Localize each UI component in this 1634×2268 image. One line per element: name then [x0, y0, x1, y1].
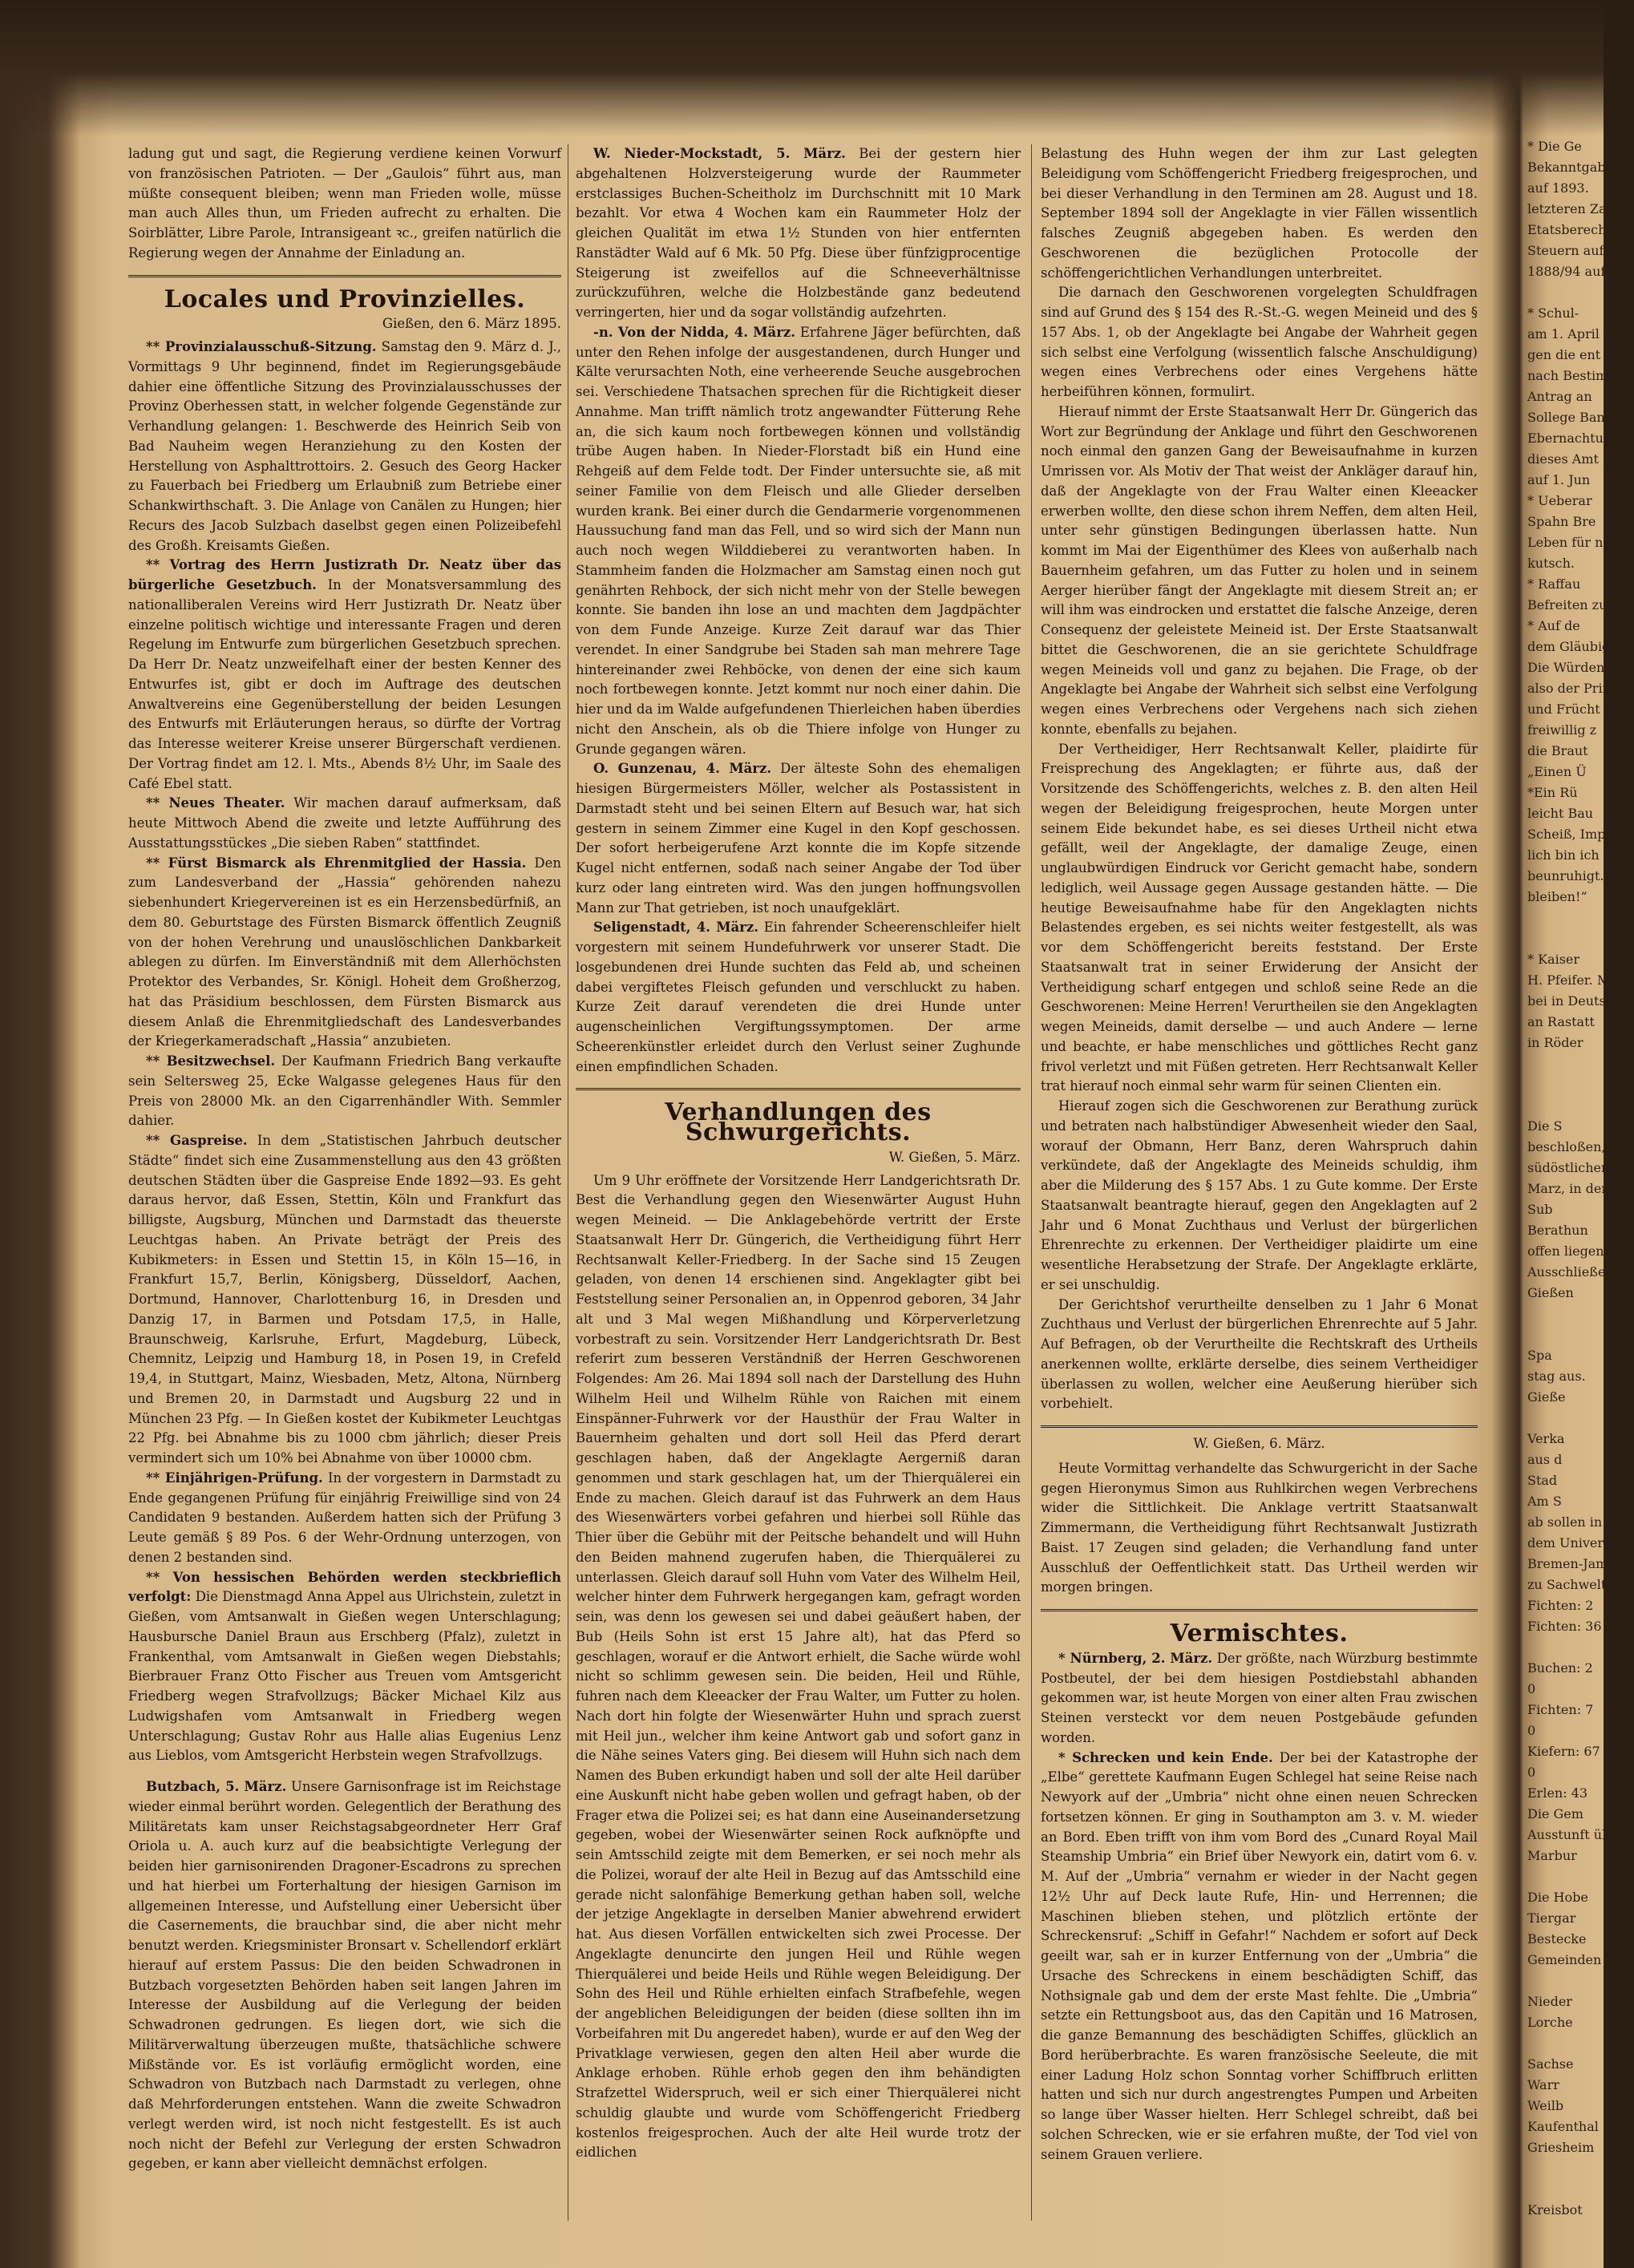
news-item — [128, 794, 561, 853]
next-page-line: Griesheim — [1527, 2140, 1595, 2155]
item-heading: ** Besitzwechsel. — [146, 1053, 276, 1069]
next-page-line — [1527, 1324, 1604, 1345]
next-page-edge — [1527, 136, 1634, 2221]
next-page-line: und Frücht — [1527, 701, 1600, 717]
item-text: Der bei der Katastrophe der „Elbe“ gerettete Kaufmann Eugen Schlegel hat seine Reise nach Newyork auf der „Umbria“ nicht ohne einen neuen Schrecken fortsetzen können. Er ging in Southampton am 3. v. M. wieder an Bord. Eben trifft von ihm vom Bord des „Cunard Royal Mail Steamship Umbria“ ein Brief über Newyork ein, datirt vom 6. v. M. Auf der „Umbria“ vernahm er wieder in der Nacht gegen 12½ Uhr auf Deck laute Rufe, Hin- und Herrennen; die Maschinen blieben stehen, und plötzlich ertönte der Schreckensruf: „Schiff in Gefahr!“ Nachdem er sofort auf Deck geeilt war, sah er in kurzer Entfernung von der „Umbria“ die Ursache des Schreckens in einem beschädigten Schiff, das Nothsignale gab und dem der erste Mast fehlte. Die „Umbria“ setzte ein Rettungsboot aus, das den Capitän und 16 Matrosen, die ganze Bemannung des beschädigten Schiffes, glücklich an Bord herüberbrachte. Es waren französische Seeleute, die mit einer Ladung Holz schon Sonntag vorher Schiffbruch erlitten hatten und sich nur durch angestrengtes Pumpen und Arbeiten so lange über Wasser hielten. Herr Schlegel schreibt, daß bei solchen Schrecken, wie er sie erfahren mußte, der Tod viel von seinem Grauen verliere. — [1041, 1749, 1478, 2162]
court-report-paragraph: Hierauf zogen sich die Geschworenen zur Berathung zurück und betraten nach halbstündiger Abwesenheit wieder den Saal, worauf der Obmann, Herr Banz, deren Wahrspruch dahin verkündete, daß der Angeklagte des Meineids schuldig, ihm aber die Milderung des § 157 Abs. 1 zu Gute komme. Der Erste Staatsanwalt beantragte hierauf, gegen den Angeklagten auf 2 Jahr und 6 Monat Zuchthaus und Verlust der bürgerlichen Ehrenrechte zu erkennen. Der Vertheidiger plaidirte um eine wesentliche Herabsetzung der Strafe. Der Angeklagte erklärte, er sei unschuldig. — [1041, 1098, 1478, 1292]
next-page-line — [1527, 1095, 1604, 1116]
next-page-line: Die Hobe — [1527, 1890, 1588, 1905]
next-page-line: Verka — [1527, 1431, 1565, 1446]
court-report-paragraph: Die darnach den Geschworenen vorgelegten Schuldfragen sind auf Grund des § 154 des R.-St.-G. wegen Meineid und des § 157 Abs. 1, ob der Angeklagte bei Angabe der Wahrheit gegen sich selbst eine Verfolgung (wissentlich falsche Anschuldigung) wegen eines Verbrechens oder eines Vergehens hätte herbeiführen können, formulirt. — [1041, 285, 1478, 399]
next-page-line: Scheiß, Impfu — [1527, 827, 1619, 842]
next-page-line: * Kaiser — [1527, 952, 1580, 967]
next-page-line: also der Prinz — [1527, 681, 1618, 696]
next-page-line — [1527, 1408, 1604, 1429]
next-page-line: bleiben!“ — [1527, 889, 1587, 904]
next-page-line: * Ueberar — [1527, 493, 1592, 508]
news-item — [128, 1568, 561, 1767]
next-page-line: * Die Ge — [1527, 139, 1582, 154]
news-item — [128, 1052, 561, 1131]
dateline: W. Gießen, 6. März. — [1193, 1436, 1325, 1451]
item-text: Den zum Landesverband der „Hassia“ gehörenden nahezu siebenhundert Kriegervereinen ist es ein Herzensbedürfniß, an dem 80. Geburtstage des Fürsten Bismarck öffentlich Zeugniß von der hohen Verehrung und unauslöschlichen Dankbarkeit ablegen zu dürfen. Im Einverständniß mit dem Allerhöchsten Protektor des Verbandes, Sr. Königl. Hoheit dem Großherzog, hat das Präsidium beschlossen, dem Fürsten Bismarck aus diesem Anlaß die Ehrenmitgliedschaft des Landesverbandes der Kriegerkameradschaft „Hassia“ anzubieten. — [128, 855, 561, 1049]
next-page-line: H. Pfeifer. M — [1527, 972, 1611, 988]
next-page-line: Steuern auf — [1527, 243, 1604, 258]
next-page-line: in Röder — [1527, 1035, 1583, 1050]
item-heading: -n. Von der Nidda, 4. März. — [593, 324, 796, 340]
item-text: In der Monatsversammlung des nationalliberalen Vereins wird Herr Justizrath Dr. Neatz über einzelne politisch wichtige und interessante Fragen und deren Regelung im Entwurfe zum bürgerlichen Gesetzbuch sprechen. Da Herr Dr. Neatz unzweifelhaft einer der besten Kenner des Entwurfes ist, gibt er doch im Auftrage des deutschen Anwaltvereins eine Gegenüberstellung der beiden Lesungen des Entwurfs mit Erläuterungen heraus, so dürfte der Vortrag das Interesse weiterer Kreise unserer Bürgerschaft verdienen. Der Vortrag findet am 12. l. Mts., Abends 8½ Uhr, im Saale des Café Ebel statt. — [128, 577, 561, 791]
court-report-continued: Belastung des Huhn wegen der ihm zur Last gelegten Beleidigung vom Schöffengericht Friedberg freigesprochen, und bei dieser Verhandlung in den Terminen am 28. August und 18. September 1894 soll der Angeklagte in vier Fällen wissentlich falsches Zeugniß abgegeben haben. Es werden den Geschworenen die bezüglichen Protocolle der schöffengerichtlichen Verhandlungen unterbreitet. — [1041, 146, 1478, 281]
next-page-line: Weilb — [1527, 2098, 1564, 2113]
next-page-line: am 1. April — [1527, 326, 1600, 342]
item-heading: ** Von hessischen Behörden werden steckbrieflich verfolgt: — [128, 1569, 561, 1605]
court-report-paragraph: Hierauf nimmt der Erste Staatsanwalt Herr Dr. Güngerich das Wort zur Begründung der Anklage und führt den Geschworenen noch einmal den ganzen Gang der Beweisaufnahme in kurzen Umrissen vor. Als Motiv der That weist der Ankläger darauf hin, daß der Angeklagte von der Frau Walter einen Kleeacker erwerben wollte, den diese schon ihrem Neffen, dem alten Heil, unter sehr günstigen Bedingungen überlassen hatte. Nun kommt im Mai der Eigenthümer des Klees von außerhalb nach Bauernheim gefahren, um das Futter zu holen und in seinem Aerger hierüber fängt der Angeklagte mit diesem Streit an; er will ihm was eindrocken und erstattet die falsche Anzeige, deren Consequenz der geleistete Meineid ist. Der Erste Staatsanwalt bittet die Geschworenen, die an sie gerichtete Schuldfrage wegen Meineids voll und ganz zu bejahen. Die Frage, ob der Angeklagte bei Angabe der Wahrheit sich selbst eine Verfolgung wegen eines Verbrechens oder Vergehens nach sich ziehen konnte, ebenfalls zu bejahen. — [1041, 403, 1478, 737]
item-heading: ** Vortrag des Herrn Justizrath Dr. Neatz über das bürgerliche Gesetzbuch. — [128, 557, 561, 592]
section-divider — [1041, 1609, 1478, 1611]
next-page-line — [1527, 928, 1604, 949]
next-page-line: Am S — [1527, 1494, 1562, 1509]
next-page-line: Fichten: 7 — [1527, 1702, 1594, 1717]
next-page-line: Bekanntgab — [1527, 160, 1606, 175]
item-text: Samstag den 9. März d. J., Vormittags 9 Uhr beginnend, findet im Regierungsgebäude dahier eine öffentliche Sitzung des Provinzialausschusses der Provinz Oberhessen statt, in welcher folgende Gegenstände zur Verhandlung gelangen: 1. Beschwerde des Heinrich Seib von Bad Nauheim wegen Heranziehung zu den Kosten der Herstellung von Asphalttrottoirs. 2. Gesuch des Georg Hacker zu Fauerbach bei Friedberg um Erlaubniß zum Betriebe einer Schankwirthschaft. 3. Die Anlage von Canälen zu Hungen; hier Recurs des Jacob Sulzbach daselbst gegen einen Polizeibefehl des Großh. Kreisamts Gießen. — [128, 339, 561, 553]
item-text: In dem „Statistischen Jahrbuch deutscher Städte“ findet sich eine Zusammenstellung aus den 43 größten deutschen Städten über die Gaspreise Ende 1892—93. Es geht daraus hervor, daß Essen, Stettin, Köln und Frankfurt das billigste, Augsburg, München und Darmstadt das theuerste Leuchtgas haben. An Private beträgt der Preis des Kubikmeters: in Essen und Stettin 15, in Köln 15—16, in Frankfurt 15,7, Berlin, Königsberg, Düsseldorf, Aachen, Dortmund, Hannover, Charlottenburg 16, in Dresden und Danzig 17, in Barmen und Potsdam 17,5, in Halle, Braunschweig, Karlsruhe, Erfurt, Magdeburg, Lübeck, Chemnitz, Leipzig und Hamburg 18, in Posen 19, in Crefeld 19,4, in Stuttgart, Mainz, Wiesbaden, Metz, Altona, Nürnberg und Bremen 20, in Darmstadt und Augsburg 22 und in München 23 Pfg. — In Gießen kostet der Kubikmeter Leuchtgas 22 Pfg. bei Abnahme bis zu 1000 cbm jährlich; dieser Preis vermindert sich um 10% bei Abnahme von über 10000 cbm. — [128, 1133, 561, 1466]
next-page-line: Leben für n — [1527, 535, 1604, 550]
next-page-line: gen die ent — [1527, 347, 1601, 362]
next-page-line: Gieße — [1527, 1389, 1566, 1405]
court-report: Um 9 Uhr eröffnete der Vorsitzende Herr Landgerichtsrath Dr. Best die Verhandlung gegen den Wiesenwärter August Huhn wegen Meineid. — Die Anklagebehörde vertritt der Erste Staatsanwalt Herr Dr. Güngerich, die Vertheidigung führt Herr Rechtsanwalt Keller-Friedberg. In der Sache sind 15 Zeugen geladen, von denen 14 erschienen sind. Angeklagter gibt bei Feststellung seiner Personalien an, in Oppenrod geboren, 34 Jahr alt und 3 Mal wegen Mißhandlung und Körperverletzung vorbestraft zu sein. Vorsitzender Herr Landgerichtsrath Dr. Best referirt zum besseren Verständniß der Herren Geschworenen Folgendes: Am 26. Mai 1894 soll nach der Darstellung des Huhn Wilhelm Heil und Wilhelm Rühle von Raichen mit einem Einspänner-Fuhrwerk vor der Hausthür der Frau Walter in Bauernheim gehalten und dort soll Heil das Pferd derart geschlagen haben, daß der Angeklagte Aergerniß daran genommen und stark geschlagen hat, um der Thierquälerei ein Ende zu machen. Gleich darauf ist das Fuhrwerk an dem Haus des Wiesenwärters vorbei gefahren und hierbei soll Rühle das Thier über die Gebühr mit der Peitsche behandelt und will Huhn den Beiden mahnend zugerufen haben, die Thierquälerei zu unterlassen. Gleich darauf soll Huhn vom Vater des Wilhelm Heil, welcher hinter dem Fuhrwerk hergegangen kam, gefragt worden sein, was denn los gewesen sei und dabei geäußert haben, der Bub (Heils Sohn ist erst 15 Jahre alt), hat das Pferd so geschlagen, worauf er die Antwort erhielt, die Sache würde wohl nicht so schlimm gewesen sein. Die beiden, Heil und Rühle, fuhren nach dem Kleeacker der Frau Walter, um Futter zu holen. Nach dort hin folgte der Wiesenwärter Huhn und sprach zuerst mit Heil jun., welcher ihm keine Antwort gab und sofort ganz in die Nähe seines Vaters ging. Bei diesem will Huhn sich nach dem Namen des Buben erkundigt haben und soll der alte Heil darüber eine Auskunft nicht habe geben wollen und gefragt haben, ob der Frager etwa die Polizei sei; es hat dann eine Auseinandersetzung gegeben, wobei der Wiesenwärter seinen Rock aufknöpfte und sein Amtsschild zeigte mit dem Bemerken, er sei noch mehr als die Polizei, worauf der alte Heil in Bezug auf das Amtsschild eine gerade nicht salonfähige Bemerkung gethan haben soll, welche der jetzige Angeklagte in derselben Manier abwehrend erwidert hat. Aus diesen Vorfällen entwickelten sich zwei Processe. Der Angeklagte denuncirte den jungen Heil und Rühle wegen Thierquälerei und beide Heils und Rühle wegen Beleidigung. Der Sohn des Heil und Rühle erhielten einfach Strafbefehle, wegen der angeblichen Beleidigungen der beiden (diese sollten ihn im Vorbeifahren mit Du angeredet haben), wurde er auf den Weg der Privatklage verwiesen, gegen den alten Heil aber wurde die Anklage erhoben. Rühle erhob gegen den ihm behändigten Strafzettel Widerspruch, weil er sich einer Thierquälerei nicht schuldig glaubte und wurde vom Schöffengericht Friedberg kostenlos freigesprochen. Auch der alte Heil wurde trotz der eidlichen — [576, 1172, 1021, 2161]
next-page-line: Warr — [1527, 2077, 1559, 2092]
next-page-line: *Ein Rü — [1527, 785, 1578, 800]
next-page-line: zu Sachwelt — [1527, 1577, 1607, 1592]
binding-shadow — [0, 0, 1604, 136]
item-heading: ** Provinzialausschuß-Sitzung. — [146, 339, 377, 354]
item-text: Der Kaufmann Friedrich Bang verkaufte sein Seltersweg 25, Ecke Walgasse gelegenes Haus für den Preis von 28000 Mk. an den Cigarrenhändler With. Semmler dahier. — [128, 1053, 561, 1129]
next-page-line: freiwillig z — [1527, 722, 1597, 738]
next-page-line — [1527, 1053, 1604, 1074]
item-text: In der vorgestern in Darmstadt zu Ende gegangenen Prüfung für einjährig Freiwillige sind von 24 Candidaten 9 bestanden. Außerdem hatten sich der Prüfung 3 Leute gemäß § 89 Pos. 6 der Wehr-Ordnung unterzogen, von denen 2 bestanden sind. — [128, 1470, 561, 1565]
item-heading: * Schrecken und kein Ende. — [1058, 1749, 1273, 1765]
column-rule — [1031, 144, 1032, 2221]
next-page-line: Kaufenthal — [1527, 2119, 1599, 2134]
next-page-line: beschloßen, Ge — [1527, 1139, 1628, 1154]
section-heading: Verhandlungen des Schwurgerichts. — [665, 1098, 932, 1146]
item-text: Der größte, nach Würzburg bestimmte Postbeutel, der bei dem hiesigen Postdiebstahl abhanden gekommen war, ist heute Morgen von einer alten Frau zwischen Steinen versteckt vor dem neuen Postgebäude gefunden worden. — [1041, 1650, 1478, 1745]
next-page-line: Ausschließen — [1527, 1264, 1614, 1280]
next-page-line: Sachse — [1527, 2056, 1574, 2072]
next-page-line — [1527, 908, 1604, 928]
next-page-line: Kiefern: 67 — [1527, 1744, 1600, 1759]
next-page-line: Ausstunft über — [1527, 1827, 1624, 1842]
column-3 — [1041, 144, 1478, 2165]
next-page-line: bei in Deuts — [1527, 993, 1606, 1009]
next-page-line: stag aus. — [1527, 1368, 1586, 1384]
court-report-paragraph: Heute Vormittag verhandelte das Schwurgericht in der Sache gegen Hieronymus Simon aus Ruhlkirchen wegen Verbrechens wider die Sittlichkeit. Die Anklage vertritt Staatsanwalt Zimmermann, die Vertheidigung führt Rechtsanwalt Justizrath Baist. 17 Zeugen sind geladen; die Verhandlung fand unter Ausschluß der Oeffentlichkeit statt. Das Urtheil werden wir morgen bringen. — [1041, 1460, 1478, 1595]
section-heading: Locales und Provinzielles. — [164, 285, 526, 313]
next-page-line: Etatsberech — [1527, 222, 1607, 237]
court-report-paragraph: Der Vertheidiger, Herr Rechtsanwalt Keller, plaidirte für Freisprechung des Angeklagten; er führte aus, daß der Vorsitzende des Schöffengerichts, welches z. B. den alten Heil wegen der Beleidigung freigesprochen, heute Morgen unter seinem Eide bekundet habe, es sei dieses Urtheil nicht etwa gefällt, weil der Angeklagte, der damalige Zeuge, einen unglaubwürdigen Eindruck vor Gericht gemacht habe, sondern lediglich, weil Aussage gegen Aussage gestanden hätte. — Die heutige Beweisaufnahme habe für den Angeklagten nichts Belastendes ergeben, es sei nichts weiter festgestellt, als was vor dem Schöffengericht bereits feststand. Der Erste Staatsanwalt trat in seiner Erwiderung der Ansicht der Vertheidigung scharf entgegen und schloß seine Rede an die Geschworenen: Meine Herren! Verurtheilen sie den Angeklagten wegen Meineids, damit derselbe — und auch Andere — lerne und beachte, er habe menschliches und göttliches Recht ganz frivol verletzt und mit Füßen getreten. Herr Rechtsanwalt Keller trat hierauf noch einmal sehr warm für seinen Clienten ein. — [1041, 741, 1478, 1094]
news-item — [128, 556, 561, 794]
next-page-line: Die Würden — [1527, 660, 1605, 675]
column-2 — [576, 144, 1021, 2163]
next-page-line: südöstlicher R — [1527, 1160, 1621, 1175]
next-page-line: 0 — [1527, 1765, 1536, 1780]
news-item — [128, 1469, 561, 1568]
article-continuation: ladung gut und sagt, die Regierung verdiene keinen Vorwurf von französischen Patrioten. — Der „Gaulois“ führt aus, man müßte consequent bleiben; wenn man Frieden wolle, müsse man auch Alles thun, um Frieden aufrecht zu erhalten. Die Soirblätter, Libre Parole, Intransigeant ꝛc., greifen natürlich die Regierung wegen der Annahme der Einladung an. — [128, 146, 561, 261]
item-text: Ein fahrender Scheerenschleifer hielt vorgestern mit seinem Hundefuhrwerk vor unserer Stadt. Die losgebundenen drei Hunde suchten das Feld ab, und scheinen dabei vergiftetes Fleisch gefunden und verschluckt zu haben. Kurze Zeit darauf verendeten die drei Hunde unter augenscheinlichen Vergiftungssymptomen. Der arme Scheerenkünstler erleidet durch den Verlust seiner Zughunde einen empfindlichen Schaden. — [576, 920, 1021, 1074]
next-page-line: * Schul- — [1527, 305, 1579, 321]
item-heading: Butzbach, 5. März. — [146, 1779, 287, 1794]
section-heading: Vermischtes. — [1170, 1619, 1349, 1647]
next-page-line — [1527, 2179, 1604, 2200]
next-page-line: Erlen: 43 — [1527, 1785, 1588, 1801]
item-heading: ** Einjährigen-Prüfung. — [146, 1470, 323, 1486]
next-page-line — [1527, 1304, 1604, 1324]
next-page-line — [1527, 282, 1604, 303]
next-page-line: Bestecke — [1527, 1931, 1587, 1947]
next-page-line: Spa — [1527, 1348, 1552, 1363]
next-page-line: dem Universi — [1527, 1535, 1615, 1550]
next-page-line: Bremen-Jambak — [1527, 1556, 1632, 1571]
next-page-line — [1527, 2033, 1604, 2054]
next-page-line: Sollege Ban — [1527, 410, 1605, 425]
next-page-line — [1527, 1971, 1604, 1991]
next-page-line: 1888/94 auf — [1527, 264, 1606, 279]
next-page-line: die Braut — [1527, 743, 1588, 758]
next-page-line: an Rastatt — [1527, 1014, 1595, 1029]
news-item — [576, 918, 1021, 1077]
news-item — [576, 323, 1021, 760]
next-page-line: Nieder — [1527, 1994, 1572, 2009]
next-page-line: Gemeinden — [1527, 1952, 1602, 1967]
news-item — [128, 854, 561, 1053]
next-page-line: 0 — [1527, 1723, 1536, 1738]
next-page-line: Die S — [1527, 1118, 1563, 1134]
next-page-line: Marz, in den — [1527, 1181, 1610, 1196]
news-item — [128, 338, 561, 556]
item-heading: Seligenstadt, 4. März. — [593, 920, 758, 936]
news-item — [1041, 1649, 1478, 1749]
item-heading: O. Gunzenau, 4. März. — [593, 761, 772, 777]
section-divider — [1041, 1425, 1478, 1428]
news-item — [576, 144, 1021, 323]
next-page-line: * Auf de — [1527, 618, 1580, 633]
item-heading: ** Gaspreise. — [146, 1133, 248, 1148]
item-heading: * Nürnberg, 2. März. — [1058, 1650, 1213, 1666]
next-page-line: Sub — [1527, 1202, 1553, 1217]
next-page-line: Befreiten zum — [1527, 597, 1620, 612]
next-page-line: 0 — [1527, 1681, 1536, 1696]
item-text: Die Dienstmagd Anna Appel aus Ulrichstein, zuletzt in Gießen, vom Amtsanwalt in Gießen wegen Unterschlagung; Hausbursche Daniel Braun aus Erschberg (Pfalz), zuletzt in Frankenthal, vom Amtsanwalt in Gießen wegen Diebstahls; Bierbrauer Franz Otto Fischer aus Treuen vom Amtsgericht Friedberg wegen Strafvollzugs; Bäcker Michael Kilz aus Ludwigshafen vom Amtsanwalt in Friedberg wegen Unterschlagung; Gustav Rohr aus Halle alias Eugenius Lenz aus Lieblos, vom Amtsgericht Herbstein wegen Strafvollzugs. — [128, 1589, 561, 1764]
next-page-line: ab sollen in — [1527, 1514, 1603, 1530]
next-page-line: Stad — [1527, 1473, 1558, 1488]
next-page-line: Kreisbot — [1527, 2202, 1583, 2217]
next-page-line: nach Bestim — [1527, 368, 1608, 383]
next-page-line: Spahn Bre — [1527, 514, 1596, 529]
next-page-line: aus d — [1527, 1452, 1563, 1467]
next-page-line: offen liegen — [1527, 1243, 1604, 1259]
news-item — [128, 1777, 561, 2174]
next-page-line: beunruhigt. Wer — [1527, 868, 1634, 883]
section-divider — [576, 1088, 1021, 1090]
next-page-line: Fichten: 36 — [1527, 1619, 1602, 1634]
next-page-line — [1527, 2158, 1604, 2179]
next-page-line: Berathun — [1527, 1223, 1588, 1238]
next-page-line — [1527, 1637, 1604, 1658]
next-page-line: dieses Amt — [1527, 451, 1599, 467]
next-page-line: Lorche — [1527, 2015, 1573, 2030]
next-page-line: Tiergar — [1527, 1910, 1576, 1926]
news-item — [128, 1131, 561, 1469]
next-page-line: leicht Bau — [1527, 806, 1594, 821]
next-page-line: Die Gem — [1527, 1806, 1583, 1821]
next-page-line: Ebernachtu — [1527, 431, 1604, 446]
item-text: Der älteste Sohn des ehemaligen hiesigen Bürgermeisters Möller, welcher als Postassistent in Darmstadt steht und bei seinen Eltern auf Besuch war, hat sich gestern in seinem Zimmer eine Kugel in den Kopf geschossen. Der sofort herbeigerufene Arzt konnte die im Kopfe sitzende Kugel nicht entfernen, sodaß nach seiner Angabe der Tod über kurz oder lang eintreten wird. Was den jungen hoffnungsvollen Mann zur That getrieben, ist noch unaufgeklärt. — [576, 761, 1021, 916]
item-heading: W. Nieder-Mockstadt, 5. März. — [593, 146, 846, 161]
next-page-line: auf 1. Jun — [1527, 472, 1591, 487]
item-text: Wir machen darauf aufmerksam, daß heute Mittwoch Abend die zweite und letzte Aufführung des Ausstattungsstückes „Die sieben Raben“ stattfindet. — [128, 795, 562, 851]
dateline: W. Gießen, 5. März. — [888, 1149, 1021, 1165]
news-item — [1041, 1749, 1478, 2165]
next-page-line: Marbur — [1527, 1848, 1577, 1863]
next-page-line: Fichten: 2 — [1527, 1598, 1594, 1613]
next-page-line: auf 1893. — [1527, 180, 1589, 196]
dateline: Gießen, den 6. März 1895. — [382, 316, 561, 332]
next-page-line: „Einen Ü — [1527, 764, 1587, 779]
next-page-line: Buchen: 2 — [1527, 1660, 1593, 1676]
next-page-line: Gießen — [1527, 1285, 1574, 1300]
item-text: Bei der gestern hier abgehaltenen Holzversteigerung wurde der Raummeter erstclassiges Buchen-Scheitholz im Durchschnitt mit 10 Mark bezahlt. Vor etwa 4 Wochen kam ein Raummeter Holz der gleichen Qualität im etwa 1½ Stunden von hier entfernten Ranstädter Wald auf 6 Mk. 50 Pfg. Diese über fünfzigprocentige Steigerung ist zweifellos auf die Schneeverhältnisse zurückzuführen, welche die Holzbestände ganz bedeutend verringerten, hier und da sogar vollständig aufzehrten. — [576, 146, 1021, 320]
item-heading: ** Fürst Bismarck als Ehrenmitglied der Hassia. — [146, 855, 527, 871]
column-1 — [128, 144, 561, 2174]
next-page-line: Antrag an — [1527, 389, 1592, 404]
next-page-line: letzteren Zahl — [1527, 201, 1619, 216]
next-page-line: lich bin ich — [1527, 847, 1600, 863]
news-item — [576, 759, 1021, 918]
next-page-line — [1527, 1866, 1604, 1887]
item-heading: ** Neues Theater. — [146, 795, 285, 811]
court-report-paragraph: Der Gerichtshof verurtheilte denselben zu 1 Jahr 6 Monat Zuchthaus und Verlust der bürgerlichen Ehrenrechte auf 5 Jahr. Auf Befragen, ob der Verurtheilte die Rechtskraft des Urtheils anerkennen wollte, erklärte derselbe, dies seinem Vertheidiger überlassen zu wollen, welcher eine Aeußerung hierüber sich vorbehielt. — [1041, 1296, 1478, 1412]
item-text: Unsere Garnisonfrage ist im Reichstage wieder einmal berührt worden. Gelegentlich der Berathung des Militäretats kam unser Reichstagsabgeordneter Herr Graf Oriola u. A. auch kurz auf die beabsichtigte Verlegung der beiden hier garnisonirenden Dragoner-Escadrons zu sprechen und hat hierbei um Forterhaltung der hiesigen Garnison im allgemeinen Interesse, und Aufstellung einer Uebersicht über die Casernements, die brauchbar sind, die aber nicht mehr benutzt werden. Kriegsminister Bronsart v. Schellendorf erklärt hierauf auf erstem Passus: Die den beiden Schwadronen in Butzbach vorgesetzten Behörden haben seit langen Jahren im Interesse der Ausbildung auf die Verlegung der beiden Schwadronen gedrungen. Es liegen dort, wie sich die Militärverwaltung überzeugen mußte, thatsächliche schwere Mißstände vor. Es ist vorläufig ermöglicht worden, eine Schwadron von Butzbach nach Darmstadt zu verlegen, ohne daß Mehrforderungen entstehen. Wann die zweite Schwadron verlegt werden wird, ist noch nicht festgestellt. Es ist auch noch nicht der Befehl zur Verlegung der ersten Schwadron gegeben, er kann aber vielleicht demnächst erfolgen. — [128, 1779, 561, 2172]
next-page-line: dem Gläubige — [1527, 639, 1618, 654]
next-page-line: * Raffau — [1527, 576, 1581, 592]
item-text: Erfahrene Jäger befürchten, daß unter den Rehen infolge der ausgestandenen, durch Hunger und Kälte verursachten Noth, eine verheerende Seuche ausgebrochen sei. Verschiedene Thatsachen sprechen für die Richtigkeit dieser Annahme. Man trifft nämlich trotz angewandter Fütterung Rehe an, die sich kaum noch fortbewegen können und vollständig trübe Augen haben. In Nieder-Florstadt biß ein Hund eine Rehgeiß auf dem Felde todt. Der Finder untersuchte sie, aß mit seiner Familie von dem Fleisch und alle Glieder derselben wurden krank. Bei einer durch die Gendarmerie vorgenommenen Haussuchung fand man das Fell, und so wird sich der Mann nun auch noch wegen Wilddieberei zu verantworten haben. In Stammheim fanden die Holzmacher am Samstag einen noch gut genährten Rehbock, der sich nicht mehr von der Stelle bewegen konnte. Sie banden ihn lose an und machten dem Jagdpächter von dem Funde Anzeige. Kurze Zeit darauf war das Thier verendet. In einer Sandgrube bei Staden sah man mehrere Tage hintereinander zwei Rehböcke, von denen der eine sich kaum noch fortbewegen konnte. Jetzt kommt nur noch einer dahin. Die hier und da im Walde aufgefundenen Thierleichen haben überdies nicht den Anschein, als ob die Thiere infolge von Hunger zu Grunde gegangen wären. — [576, 324, 1021, 757]
section-divider — [128, 275, 561, 277]
next-page-line — [1527, 1074, 1604, 1095]
next-page-line: kutsch. — [1527, 556, 1575, 571]
